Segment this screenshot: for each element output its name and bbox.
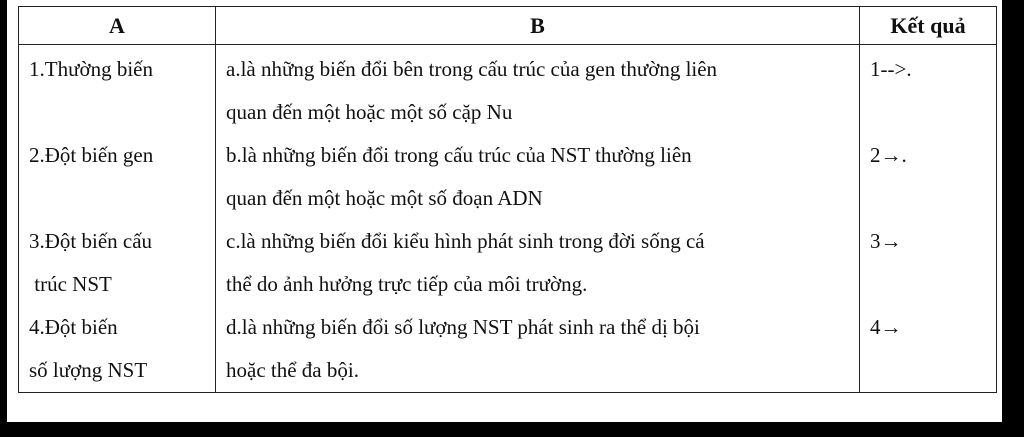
a-item-4-cont: số lượng NST	[29, 358, 148, 382]
a-item-2-cont	[29, 177, 215, 220]
a-item-2: 2.Đột biến gen	[29, 143, 154, 167]
a-item-3-cont: trúc NST	[29, 272, 112, 296]
result-1: 1-->.	[870, 57, 912, 81]
b-item-c: c.là những biến đổi kiểu hình phát sinh trong đời sống cá	[226, 229, 705, 253]
content-row	[19, 45, 997, 393]
header-result: Kết quả	[860, 7, 997, 45]
b-item-d-cont: hoặc thể đa bội.	[226, 358, 359, 382]
result-3: 3→	[870, 229, 902, 253]
column-a-cell	[19, 45, 216, 393]
header-a: A	[19, 7, 216, 45]
a-item-4: 4.Đột biến	[29, 315, 118, 339]
header-b: B	[216, 7, 860, 45]
column-result-cell	[860, 45, 997, 393]
matching-table	[18, 6, 997, 393]
a-item-3: 3.Đột biến cấu	[29, 229, 153, 253]
document-page	[7, 0, 1002, 422]
result-4: 4→	[870, 315, 902, 339]
b-item-a: a.là những biến đổi bên trong cấu trúc của gen thường liên	[226, 57, 718, 81]
header-row	[19, 7, 997, 45]
column-b-cell	[216, 45, 860, 393]
b-item-b: b.là những biến đổi trong cấu trúc của NST thường liên	[226, 143, 692, 167]
a-item-1-cont	[29, 91, 215, 134]
b-item-c-cont: thể do ảnh hưởng trực tiếp của môi trường.	[226, 272, 588, 296]
a-item-1: 1.Thường biến	[29, 57, 153, 81]
result-2: 2→.	[870, 143, 907, 167]
b-item-d: d.là những biến đổi số lượng NST phát sinh ra thể dị bội	[226, 315, 700, 339]
b-item-b-cont: quan đến một hoặc một số đoạn ADN	[226, 186, 543, 210]
b-item-a-cont: quan đến một hoặc một số cặp Nu	[226, 100, 513, 124]
